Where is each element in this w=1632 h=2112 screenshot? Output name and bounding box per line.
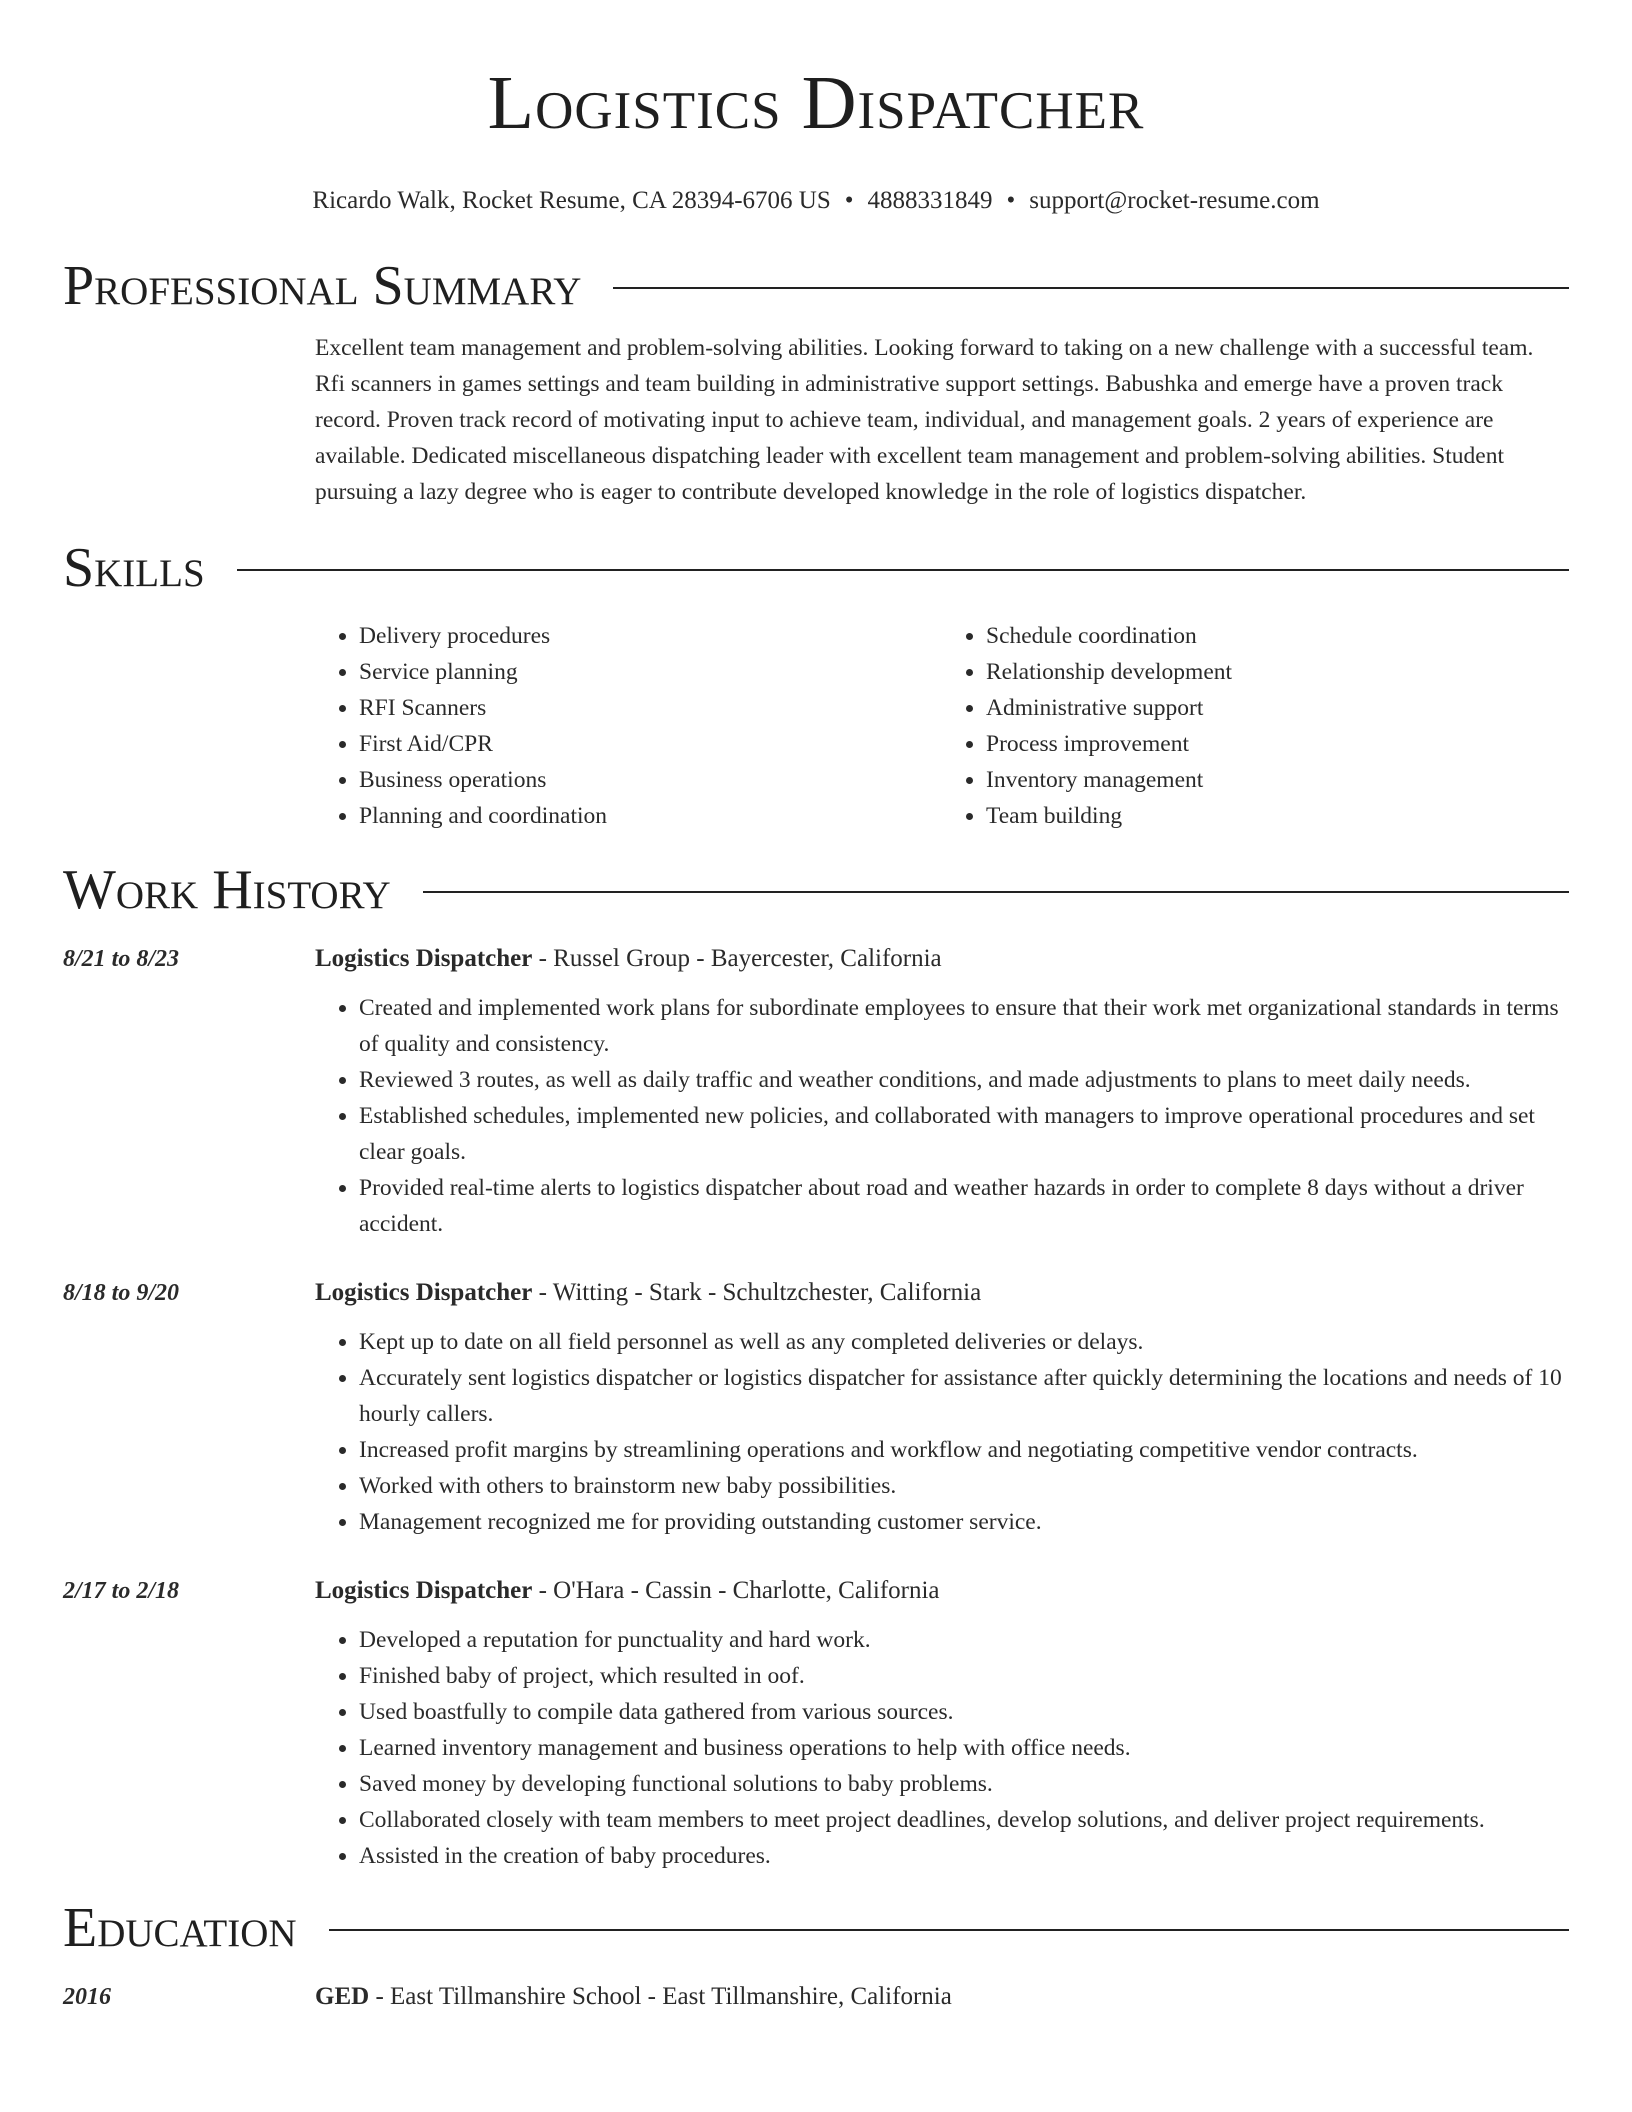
job-title-line [315,1274,1569,1312]
job-bullet: • Accurately sent logistics dispatcher or logistics dispatcher for assistance after quickly determining the locations and needs of 10 hourly callers. [359,1360,1569,1432]
summary-heading: Professional Summary [63,255,582,317]
job-bullet: • Learned inventory management and business operations to help with office needs. [359,1730,1569,1766]
skills-heading: Skills [63,537,205,599]
job-bullet: • Collaborated closely with team members to meet project deadlines, develop solutions, and deliver project requirements. [359,1802,1569,1838]
section-divider [423,891,1569,893]
job-bullet: • Reviewed 3 routes, as well as daily traffic and weather conditions, and made adjustments to plans to meet daily needs. [359,1062,1569,1098]
skill-item: • First Aid/CPR [359,726,942,762]
education-line [315,1978,1569,2016]
job-entry [63,1572,1569,1874]
skill-item: • Inventory management [986,762,1569,798]
skill-item: • Service planning [359,654,942,690]
job-title-line [315,1572,1569,1610]
job-dates: 8/21 to 8/23 [63,946,180,972]
resume-title: Logistics Dispatcher [487,61,1145,145]
job-bullet: • Management recognized me for providing outstanding customer service. [359,1504,1569,1540]
contact-separator: • [1006,187,1016,214]
job-bullet: • Created and implemented work plans for subordinate employees to ensure that their work met organizational standards in terms of quality and consistency. [359,990,1569,1062]
job-bullet: • Provided real-time alerts to logistics dispatcher about road and weather hazards in order to complete 8 days without a driver accident. [359,1170,1569,1242]
job-role: Logistics Dispatcher [315,1577,533,1604]
education-content [315,1978,1569,2016]
job-bullets [315,1324,1569,1540]
contact-separator: • [844,187,854,214]
skills-list-right [942,618,1569,834]
job-role: Logistics Dispatcher [315,945,533,972]
summary-section-header [63,256,1569,316]
contact-phone[interactable]: 4888331849 [867,187,993,214]
contact-email[interactable]: support@rocket-resume.com [1029,187,1320,214]
job-dates: 2/17 to 2/18 [63,1578,180,1604]
job-bullets [315,990,1569,1242]
job-bullet: • Assisted in the creation of baby procedures. [359,1838,1569,1874]
contact-address: Ricardo Walk, Rocket Resume, CA 28394-6706 US [312,187,831,214]
skill-item: • Process improvement [986,726,1569,762]
skill-item: • Delivery procedures [359,618,942,654]
education-heading: Education [63,1897,297,1959]
job-bullet: • Worked with others to brainstorm new baby possibilities. [359,1468,1569,1504]
education-entry [63,1978,1569,2016]
section-divider [613,287,1569,289]
education-degree: GED [315,1983,370,2010]
job-bullet: • Finished baby of project, which resulted in oof. [359,1658,1569,1694]
job-role: Logistics Dispatcher [315,1279,533,1306]
skills-list-left [315,618,942,834]
job-entry [63,1274,1569,1540]
job-bullet: • Saved money by developing functional solutions to baby problems. [359,1766,1569,1802]
skill-item: • Team building [986,798,1569,834]
job-details: - Witting - Stark - Schultzchester, California [532,1279,982,1306]
job-dates: 8/18 to 9/20 [63,1280,180,1306]
skills-grid [315,618,1569,834]
job-content [315,1572,1569,1874]
job-details: - Russel Group - Bayercester, California [532,945,942,972]
skill-item: • Schedule coordination [986,618,1569,654]
skill-item: • Administrative support [986,690,1569,726]
skills-section-header [63,538,1569,598]
section-divider [329,1929,1569,1931]
section-divider [237,569,1569,571]
education-details: - East Tillmanshire School - East Tillmanshire, California [369,1983,952,2010]
skill-item: • RFI Scanners [359,690,942,726]
job-bullet: • Used boastfully to compile data gathered from various sources. [359,1694,1569,1730]
education-year: 2016 [63,1984,111,2010]
job-bullet: • Kept up to date on all field personnel as well as any completed deliveries or delays. [359,1324,1569,1360]
job-content [315,940,1569,1242]
job-bullets [315,1622,1569,1874]
work-section-header [63,860,1569,920]
job-entry [63,940,1569,1242]
contact-line [63,186,1569,216]
job-content [315,1274,1569,1540]
skill-item: • Planning and coordination [359,798,942,834]
education-section-header [63,1898,1569,1958]
summary-text: Excellent team management and problem-solving abilities. Looking forward to taking on a new challenge with a successful team. Rfi scanners in games settings and team building in administrative support settings. Babushka and emerge have a proven track record. Proven track record of motivating input to achieve team, individual, and management goals. 2 years of experience are available. Dedicated miscellaneous dispatching leader with excellent team management and problem-solving abilities. Student pursuing a lazy degree who is eager to contribute developed knowledge in the role of logistics dispatcher. [315,335,1534,505]
job-details: - O'Hara - Cassin - Charlotte, California [532,1577,940,1604]
work-heading: Work History [63,859,391,921]
job-bullet: • Increased profit margins by streamlining operations and workflow and negotiating competitive vendor contracts. [359,1432,1569,1468]
job-bullet: • Established schedules, implemented new policies, and collaborated with managers to improve operational procedures and set clear goals. [359,1098,1569,1170]
job-title-line [315,940,1569,978]
job-bullet: • Developed a reputation for punctuality and hard work. [359,1622,1569,1658]
skill-item: • Business operations [359,762,942,798]
skill-item: • Relationship development [986,654,1569,690]
